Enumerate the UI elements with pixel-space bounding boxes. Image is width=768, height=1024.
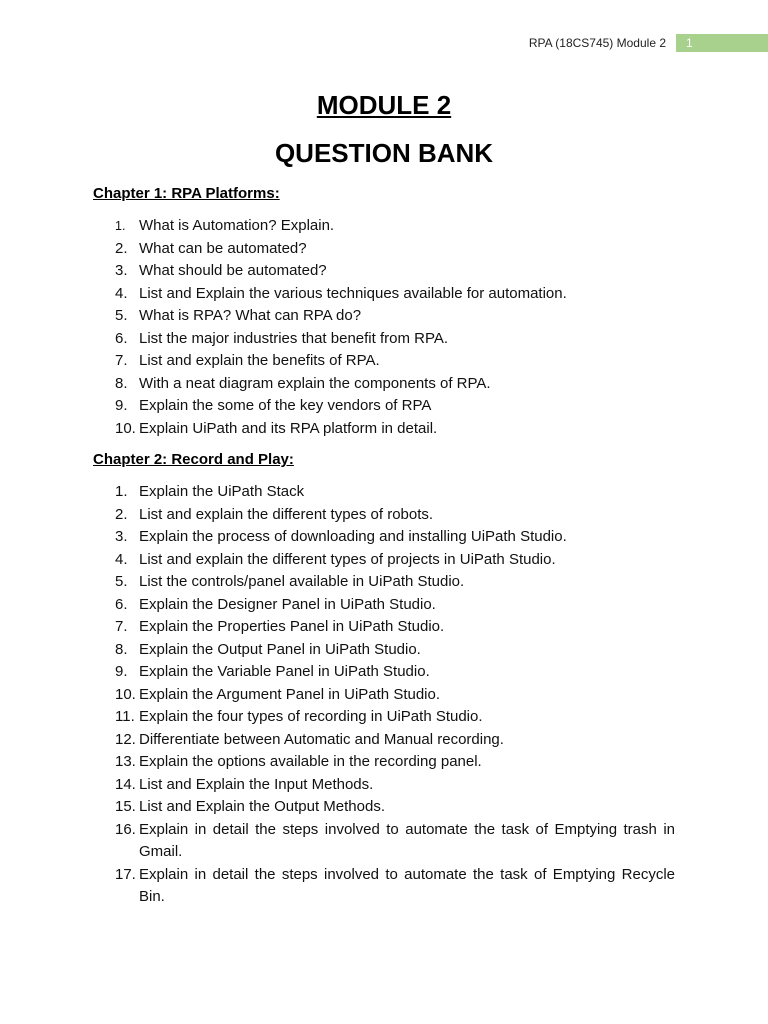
- question-item: [115, 774, 675, 797]
- question-item: [115, 639, 675, 662]
- question-item: [115, 238, 675, 261]
- question-number: 3.: [115, 528, 128, 545]
- question-number: 8.: [115, 640, 128, 658]
- question-number: 2.: [115, 239, 128, 257]
- question-text: Explain the four types of recording in UiPath Studio.: [139, 708, 483, 725]
- question-text: With a neat diagram explain the components of RPA.: [139, 374, 491, 392]
- question-text: List the major industries that benefit from RPA.: [139, 329, 449, 347]
- question-text: What can be automated?: [139, 239, 307, 257]
- question-number: 12.: [115, 730, 136, 748]
- question-number: 6.: [115, 595, 128, 613]
- question-item: [115, 504, 675, 527]
- page-header: [529, 34, 768, 52]
- question-text: Explain the process of downloading and installing UiPath Studio.: [139, 528, 567, 545]
- question-number: 5.: [115, 307, 128, 324]
- question-text: Explain in detail the steps involved to automate the task of Emptying Recycle Bin.: [139, 865, 675, 905]
- question-text: List and Explain the various techniques available for automation.: [139, 284, 567, 302]
- question-item: [115, 706, 675, 729]
- question-item: [115, 549, 675, 572]
- question-number: 14.: [115, 775, 136, 793]
- question-number: 8.: [115, 374, 128, 392]
- question-text: List and Explain the Output Methods.: [139, 798, 385, 815]
- question-text: Explain the options available in the recording panel.: [139, 753, 482, 770]
- question-number: 6.: [115, 329, 128, 347]
- question-number: 11.: [115, 708, 135, 725]
- question-item: [115, 481, 675, 504]
- question-text: List and explain the different types of robots.: [139, 505, 434, 523]
- question-item: [115, 526, 675, 549]
- question-text: Explain UiPath and its RPA platform in detail.: [139, 419, 438, 437]
- question-item: [115, 729, 675, 752]
- question-number: 1.: [115, 219, 126, 233]
- question-number: 16.: [115, 820, 136, 838]
- question-text: Explain the some of the key vendors of RPA: [139, 397, 432, 414]
- question-text: Explain the Designer Panel in UiPath Studio.: [139, 595, 436, 613]
- question-number: 5.: [115, 573, 128, 590]
- chapter1-heading: Chapter 1: RPA Platforms:: [93, 185, 280, 202]
- question-number: 2.: [115, 505, 128, 523]
- question-number: 1.: [115, 483, 128, 500]
- question-number: 13.: [115, 753, 136, 770]
- question-item: [115, 215, 675, 238]
- question-text: Explain in detail the steps involved to automate the task of Emptying trash in Gmail.: [139, 820, 675, 860]
- question-item: [115, 661, 675, 684]
- question-number: 7.: [115, 618, 128, 635]
- question-number: 10.: [115, 685, 136, 703]
- question-item: [115, 751, 675, 774]
- question-text: Explain the UiPath Stack: [139, 483, 305, 500]
- question-item: [115, 395, 675, 418]
- question-item: [115, 373, 675, 396]
- question-text: What should be automated?: [139, 262, 327, 279]
- question-text: Differentiate between Automatic and Manual recording.: [139, 730, 504, 748]
- question-item: [115, 819, 675, 864]
- page-title: MODULE 2: [316, 90, 452, 120]
- question-text: Explain the Output Panel in UiPath Studio.: [139, 640, 421, 658]
- page-number-badge: 1: [676, 34, 768, 52]
- chapter1-question-list: [115, 215, 675, 440]
- question-item: [115, 571, 675, 594]
- question-text: What is Automation? Explain.: [139, 217, 335, 234]
- question-number: 15.: [115, 798, 136, 815]
- question-number: 9.: [115, 397, 128, 414]
- header-text: RPA (18CS745) Module 2: [528, 36, 666, 50]
- question-number: 4.: [115, 284, 128, 302]
- question-item: [115, 328, 675, 351]
- question-number: 10.: [115, 419, 136, 437]
- question-text: List and explain the benefits of RPA.: [139, 352, 380, 369]
- question-item: [115, 418, 675, 441]
- chapter2-question-list: [115, 481, 675, 909]
- question-item: [115, 260, 675, 283]
- question-item: [115, 864, 675, 909]
- question-item: [115, 350, 675, 373]
- question-item: [115, 594, 675, 617]
- question-text: List the controls/panel available in UiPath Studio.: [139, 573, 465, 590]
- question-text: What is RPA? What can RPA do?: [139, 307, 362, 324]
- question-item: [115, 616, 675, 639]
- question-item: [115, 796, 675, 819]
- question-number: 3.: [115, 262, 128, 279]
- question-text: List and Explain the Input Methods.: [139, 775, 374, 793]
- question-item: [115, 305, 675, 328]
- question-number: 17.: [115, 865, 136, 883]
- question-item: [115, 283, 675, 306]
- question-number: 4.: [115, 550, 128, 568]
- chapter2-heading: Chapter 2: Record and Play:: [93, 451, 294, 468]
- page-subtitle: QUESTION BANK: [274, 138, 494, 168]
- question-text: Explain the Properties Panel in UiPath Studio.: [139, 618, 445, 635]
- question-number: 7.: [115, 352, 128, 369]
- question-text: Explain the Argument Panel in UiPath Studio.: [139, 685, 441, 703]
- question-number: 9.: [115, 663, 128, 680]
- question-text: List and explain the different types of projects in UiPath Studio.: [139, 550, 556, 568]
- question-text: Explain the Variable Panel in UiPath Studio.: [139, 663, 430, 680]
- question-item: [115, 684, 675, 707]
